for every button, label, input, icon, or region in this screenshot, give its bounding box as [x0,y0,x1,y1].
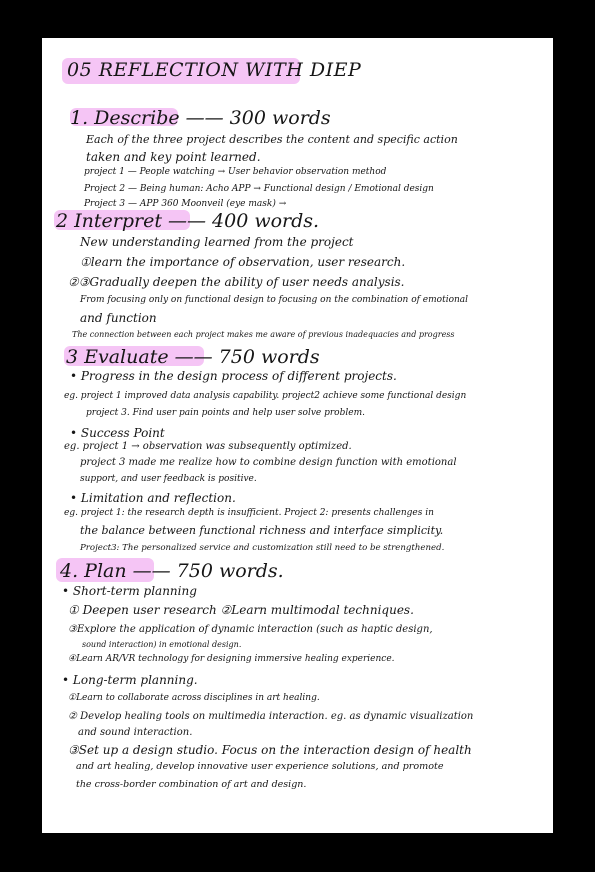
section-line: ②③Gradually deepen the ability of user needs analysis. [68,275,405,289]
section-line: eg. project 1 improved data analysis capability. project2 achieve some functional design [64,391,467,401]
section-line: project 3 made me realize how to combine design function with emotional [80,457,457,468]
section-line: • Limitation and reflection. [70,491,236,505]
section-line: the balance between functional richness and interface simplicity. [80,524,444,537]
section-line: ③Explore the application of dynamic interaction (such as haptic design, [68,624,433,635]
section-line: the cross-border combination of art and design. [76,779,307,790]
section-line: eg. project 1 → observation was subsequently optimized. [64,441,352,452]
section-line: Project 2 — Being human: Acho APP → Functional design / Emotional design [84,184,434,194]
section-line: ①learn the importance of observation, user research. [80,255,406,269]
section-line: project 1 — People watching → User behavior observation method [84,167,387,177]
section-line: ①Learn to collaborate across disciplines in art healing. [68,693,320,703]
section-line: and function [80,311,157,325]
section-line: ② Develop healing tools on multimedia interaction. eg. as dynamic visualization [68,711,474,722]
section-line: ③Set up a design studio. Focus on the interaction design of health [68,743,472,757]
section-line: • Long-term planning. [62,673,198,687]
section-heading-plan: 4. Plan —— 750 words. [60,560,284,582]
section-line: The connection between each project makes me aware of previous inadequacies and progress [72,330,455,339]
notebook-page [42,38,553,833]
section-line: Project3: The personalized service and customization still need to be strengthened. [80,543,445,553]
section-line: eg. project 1: the research depth is insufficient. Project 2: presents challenges in [64,508,434,518]
section-line: Each of the three project describes the content and specific action [86,133,458,146]
section-heading-evaluate: 3 Evaluate —— 750 words [66,346,320,368]
section-line: support, and user feedback is positive. [80,474,257,484]
section-line: ① Deepen user research ②Learn multimodal techniques. [68,603,414,617]
section-heading-interpret: 2 Interpret —— 400 words. [56,210,320,232]
section-line: sound interaction) in emotional design. [82,640,242,649]
section-line: • Success Point [70,426,165,440]
section-line: ④Learn AR/VR technology for designing immersive healing experience. [68,654,395,664]
section-line: New understanding learned from the project [80,235,354,249]
section-line: • Short-term planning [62,584,197,598]
section-line: and art healing, develop innovative user experience solutions, and promote [76,761,444,772]
page-title: 05 REFLECTION WITH DIEP [67,59,362,81]
section-line: and sound interaction. [78,727,193,738]
section-heading-describe: 1. Describe —— 300 words [70,107,331,129]
section-line: From focusing only on functional design to focusing on the combination of emotional [80,295,469,305]
section-line: Project 3 — APP 360 Moonveil (eye mask) → [84,199,287,209]
section-line: • Progress in the design process of different projects. [70,369,397,383]
section-line: taken and key point learned. [86,150,261,164]
section-line: project 3. Find user pain points and help user solve problem. [86,408,365,418]
